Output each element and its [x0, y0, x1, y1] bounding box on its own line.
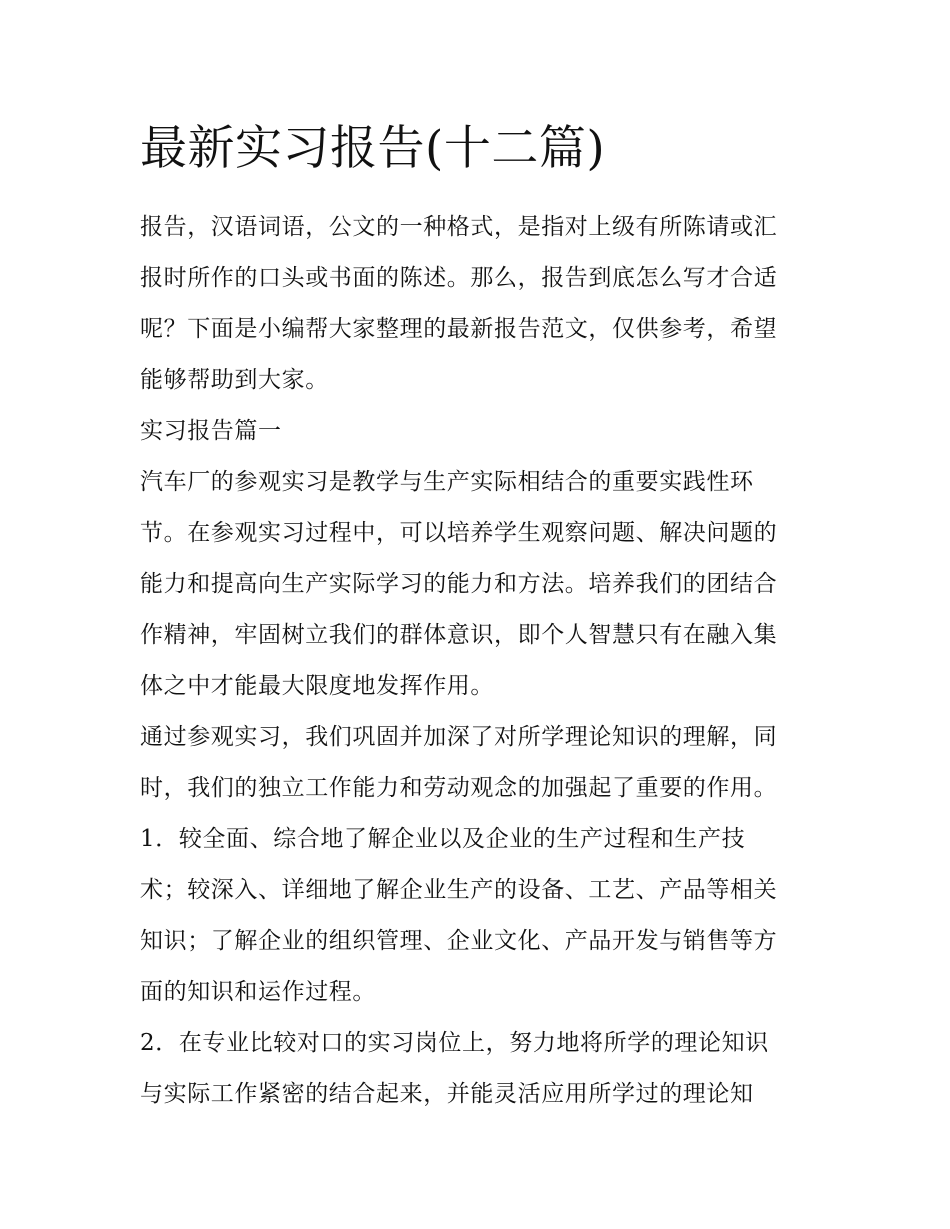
text-line: 体之中才能最大限度地发挥作用。: [140, 673, 494, 699]
text-line: 能够帮助到大家。: [140, 367, 329, 393]
text-line: 通过参观实习，我们巩固并加深了对所学理论知识的理解，同: [140, 724, 778, 750]
text-line: 汽车厂的参观实习是教学与生产实际相结合的重要实践性环: [140, 469, 754, 495]
list-item-line: 与实际工作紧密的结合起来，并能灵活应用所学过的理论知: [140, 1081, 754, 1107]
text-line: 时，我们的独立工作能力和劳动观念的加强起了重要的作用。: [140, 775, 778, 801]
document-title: 最新实习报告(十二篇): [140, 121, 606, 176]
text-line: 节。在参观实习过程中，可以培养学生观察问题、解决问题的: [140, 520, 778, 546]
list-item-line: 1．较全面、综合地了解企业以及企业的生产过程和生产技: [140, 826, 746, 852]
document-page: [140, 114, 816, 1120]
text-line: 作精神，牢固树立我们的群体意识，即个人智慧只有在融入集: [140, 622, 778, 648]
section-heading: 实习报告篇一: [140, 418, 282, 444]
text-line: 能力和提高向生产实际学习的能力和方法。培养我们的团结合: [140, 571, 778, 597]
list-item-line: 2．在专业比较对口的实习岗位上，努力地将所学的理论知识: [140, 1030, 769, 1056]
list-item-line: 术；较深入、详细地了解企业生产的设备、工艺、产品等相关: [140, 877, 778, 903]
text-line: 报时所作的口头或书面的陈述。那么，报告到底怎么写才合适: [140, 265, 778, 291]
document-body: [140, 202, 816, 1120]
list-item-line: 知识；了解企业的组织管理、企业文化、产品开发与销售等方: [140, 928, 778, 954]
text-line: 呢？下面是小编帮大家整理的最新报告范文，仅供参考，希望: [140, 316, 778, 342]
text-line: 报告，汉语词语，公文的一种格式，是指对上级有所陈请或汇: [140, 214, 778, 240]
list-item-line: 面的知识和运作过程。: [140, 979, 376, 1005]
